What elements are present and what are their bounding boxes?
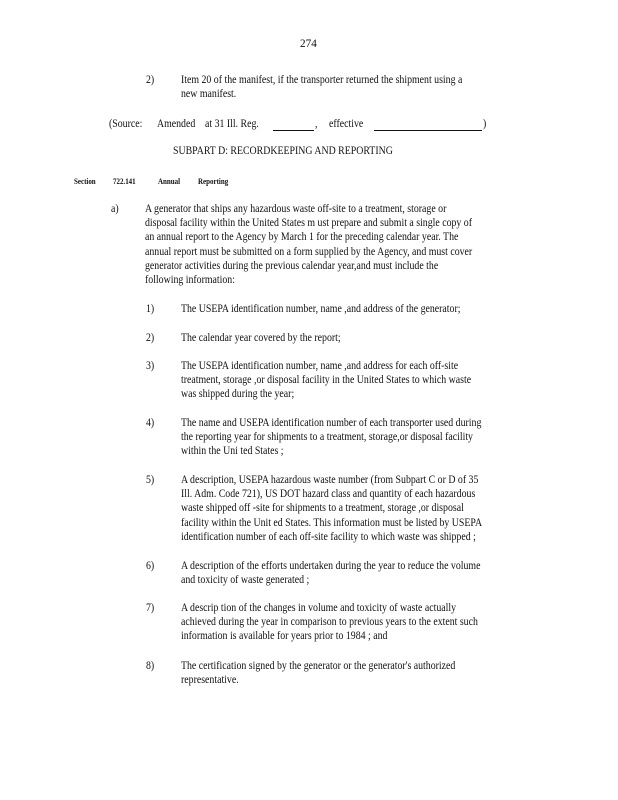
para-a-text bbox=[145, 202, 472, 287]
list-item bbox=[181, 559, 480, 587]
text-line: and toxicity of waste generated ; bbox=[181, 574, 310, 587]
text-line: A description of the efforts undertaken during the year to reduce the volume bbox=[181, 560, 481, 572]
subpart-heading: SUBPART D: RECORDKEEPING AND REPORTING bbox=[173, 145, 393, 157]
top-item-text bbox=[181, 73, 462, 101]
text-line: following information: bbox=[145, 274, 235, 287]
text-line: waste shipped off -site for shipments to a treatment, storage ,or disposal bbox=[181, 502, 464, 515]
source-close: ) bbox=[483, 118, 487, 130]
source-amended: Amended bbox=[157, 118, 196, 130]
section-title: Annual bbox=[158, 176, 181, 186]
section-number: 722.141 bbox=[113, 176, 136, 186]
item-number: 8) bbox=[146, 660, 155, 672]
text-line: new manifest. bbox=[181, 88, 237, 101]
text-line: The USEPA identification number, name ,and address for each off-site bbox=[181, 360, 459, 372]
text-line: A descrip tion of the changes in volume and toxicity of waste actually bbox=[181, 602, 457, 614]
item-number: 2) bbox=[146, 332, 155, 344]
text-line: The calendar year covered by the report; bbox=[181, 332, 341, 344]
blank-underline bbox=[374, 130, 482, 131]
list-item bbox=[181, 416, 481, 459]
top-item-number: 2) bbox=[146, 74, 155, 86]
text-line: identification number of each off-site facility to which waste was shipped ; bbox=[181, 530, 476, 543]
text-line: The certification signed by the generator or the generator's authorized bbox=[181, 660, 456, 672]
item-number: 7) bbox=[146, 602, 155, 614]
source-prefix: (Source: bbox=[109, 118, 143, 130]
text-line: annual report must be submitted on a form supplied by the Agency, and must cover bbox=[145, 245, 473, 258]
text-line: disposal facility within the United States m ust prepare and submit a single copy of bbox=[145, 217, 473, 230]
text-line: representative. bbox=[181, 674, 239, 687]
text-line: facility within the Unit ed States. This information must be listed by USEPA bbox=[181, 516, 483, 529]
text-line: Item 20 of the manifest, if the transporter returned the shipment using a bbox=[181, 74, 463, 86]
text-line: A generator that ships any hazardous waste off-site to a treatment, storage or bbox=[145, 203, 447, 215]
source-effective: effective bbox=[329, 118, 364, 130]
text-line: an annual report to the Agency by March 1 for the preceding calendar year. The bbox=[145, 231, 459, 244]
list-item bbox=[181, 601, 478, 644]
list-item bbox=[181, 659, 455, 687]
text-line: information is available for years prior to 1984 ; and bbox=[181, 630, 388, 643]
page-number: 274 bbox=[300, 38, 317, 50]
text-line: Ill. Adm. Code 721), US DOT hazard class and quantity of each hazardous bbox=[181, 488, 476, 501]
item-number: 6) bbox=[146, 560, 155, 572]
text-line: treatment, storage ,or disposal facility in the United States to which waste bbox=[181, 374, 472, 387]
list-item bbox=[181, 473, 482, 544]
blank-underline bbox=[273, 130, 314, 131]
text-line: achieved during the year in comparison to previous years to the extent such bbox=[181, 616, 478, 629]
list-item bbox=[181, 302, 460, 316]
text-line: the reporting year for shipments to a treatment, storage,or disposal facility bbox=[181, 431, 473, 444]
section-title-2: Reporting bbox=[198, 176, 229, 186]
item-number: 1) bbox=[146, 303, 155, 315]
text-line: within the Uni ted States ; bbox=[181, 445, 284, 458]
text-line: The name and USEPA identification number of each transporter used during bbox=[181, 417, 482, 429]
section-label: Section bbox=[74, 176, 96, 186]
source-reg: at 31 Ill. Reg. bbox=[205, 118, 259, 130]
text-line: A description, USEPA hazardous waste number (from Subpart C or D of 35 bbox=[181, 474, 479, 486]
para-a-label: a) bbox=[111, 203, 119, 215]
text-line: The USEPA identification number, name ,and address of the generator; bbox=[181, 303, 461, 315]
text-line: generator activities during the previous calendar year,and must include the bbox=[145, 259, 439, 272]
list-item bbox=[181, 359, 471, 402]
item-number: 4) bbox=[146, 417, 155, 429]
text-line: was shipped during the year; bbox=[181, 388, 295, 401]
list-item bbox=[181, 331, 341, 345]
item-number: 5) bbox=[146, 474, 155, 486]
item-number: 3) bbox=[146, 360, 155, 372]
source-comma: , bbox=[315, 118, 318, 130]
